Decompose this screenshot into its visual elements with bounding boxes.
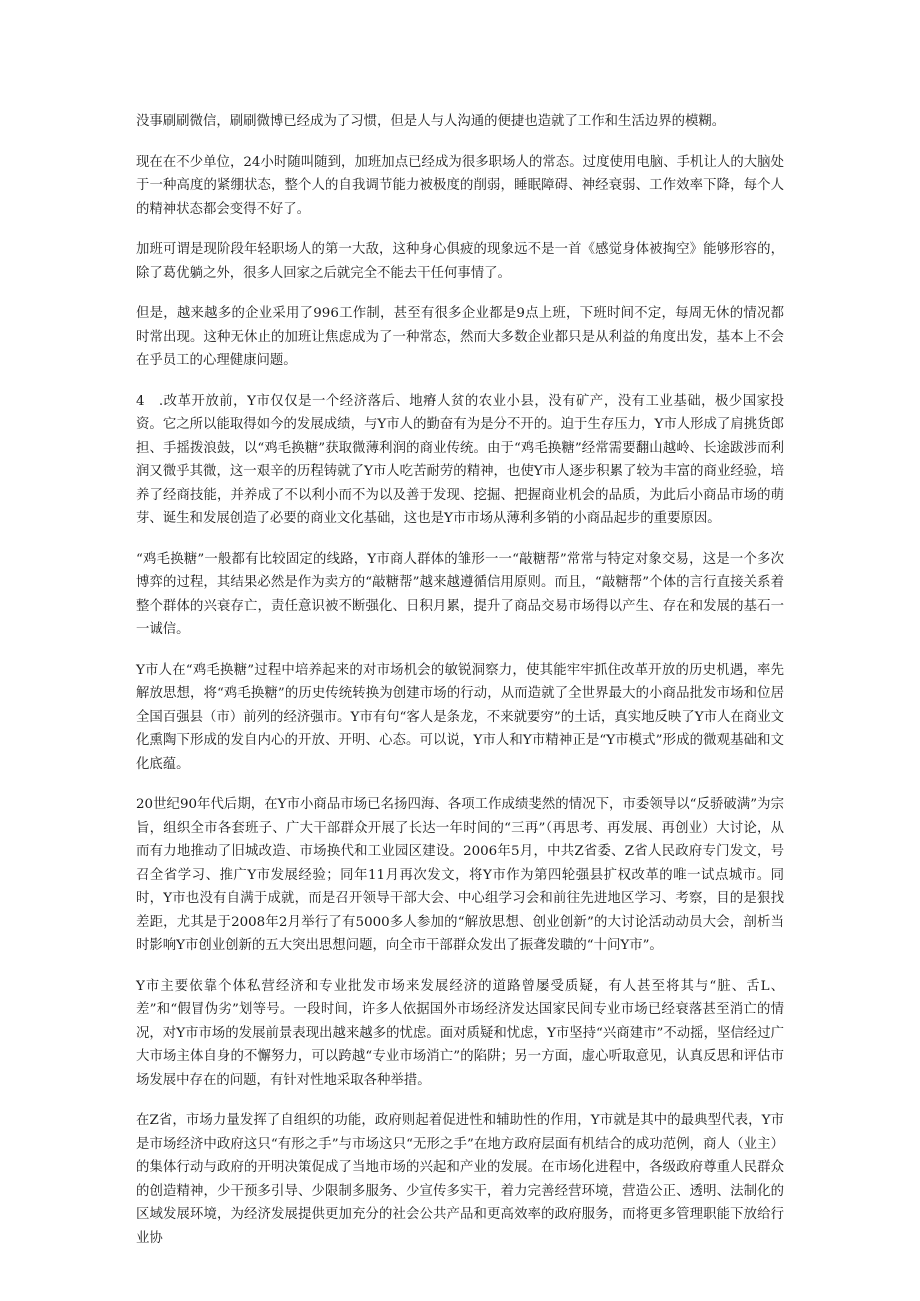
paragraph-8: 20世纪90年代后期，在Y市小商品市场已名扬四海、各项工作成绩斐然的情况下，市委领导以“反骄破满”为宗旨，组织全市各套班子、广大干部群众开展了长达一年时间的“三再”（再思考、再发展、再创业）大讨论，从而有力地推动了旧城改造、市场换代和工业园区建设。2006年5月，中共Z省委、Z省人民政府专门发文，号召全省学习、推广Y市发展经验；同年11月再次发文，将Y市作为第四轮强县扩权改革的唯一试点城市。同时，Y市也没有自满于成就，而是召开领导干部大会、中心组学习会和前往先进地区学习、考察，目的是狠找差距，尤其是于2008年2月举行了有5000多人参加的“解放思想、创业创新”的大讨论活动动员大会，剖析当时影响Y市创业创新的五大突出思想问题，向全市干部群众发出了振聋发聩的“十问Y市”。 — [136, 797, 784, 953]
paragraph-6: “鸡毛换糖”一般都有比较固定的线路，Y市商人群体的雏形一一“敲糖帮”常常与特定对象交易，这是一个多次博弈的过程，其结果必然是作为卖方的“敲糖帮”越来越遵循信用原则。而且，“敲糖帮”个体的言行直接关系着整个群体的兴衰存亡，责任意识被不断强化、日积月累，提升了商品交易市场得以产生、存在和发展的基石一一诚信。 — [136, 551, 784, 637]
paragraph-7: Y市人在“鸡毛换糖”过程中培养起来的对市场机会的敏锐洞察力，使其能牢牢抓住改革开放的历史机遇，率先解放思想，将“鸡毛换糖”的历史传统转换为创建市场的行动，从而造就了全世界最大的小商品批发市场和位居全国百强县（市）前列的经济强市。Y市有句“客人是条龙，不来就要穷”的土话，真实地反映了Y市人在商业文化熏陶下形成的发自内心的开放、开明、心态。可以说，Y市人和Y市精神正是“Y市模式”形成的微观基础和文化底蕴。 — [136, 662, 784, 772]
paragraph-1: 没事刷刷微信，刷刷微博已经成为了习惯，但是人与人沟通的便捷也造就了工作和生活边界的模糊。 — [136, 114, 726, 129]
document-body — [136, 110, 784, 1250]
paragraph-4: 但是，越来越多的企业采用了996工作制，甚至有很多企业都是9点上班，下班时间不定，每周无休的情况都时常出现。这种无休止的加班让焦虑成为了一种常态，然而大多数企业都只是从利益的角度出发，基本上不会在乎员工的心理健康问题。 — [136, 306, 784, 368]
paragraph-9: Y市主要依靠个体私营经济和专业批发市场来发展经济的道路曾屡受质疑，有人甚至将其与“脏、舌L、差”和“假冒伪劣”划等号。一段时间，许多人依据国外市场经济发达国家民间专业市场已经衰落甚至消亡的情况，对Y市市场的发展前景表现出越来越多的忧虑。面对质疑和忧虑，Y市坚持“兴商建市”不动摇，坚信经过广大市场主体自身的不懈努力，可以跨越“专业市场消亡”的陷阱；另一方面，虚心听取意见，认真反思和评估市场发展中存在的问题，有针对性地采取各种举措。 — [136, 978, 784, 1088]
paragraph-5: 4 .改革开放前，Y市仅仅是一个经济落后、地瘠人贫的农业小县，没有矿产，没有工业基础，极少国家投资。它之所以能取得如今的发展成绩，与Y市人的勤奋有为是分不开的。迫于生存压力，Y市人形成了肩挑货郎担、手摇拨浪鼓，以“鸡毛换糖”获取微薄利润的商业传统。由于“鸡毛换糖”经常需要翻山越岭、长途跋涉而利润又微乎其微，这一艰辛的历程铸就了Y市人吃苦耐劳的精神，也使Y市人逐步积累了较为丰富的商业经验，培养了经商技能，并养成了不以利小而不为以及善于发现、挖掘、把握商业机会的品质，为此后小商品市场的萌芽、诞生和发展创造了必要的商业文化基础，这也是Y市市场从薄利多销的小商品起步的重要原因。 — [136, 393, 784, 526]
paragraph-2: 现在在不少单位，24小时随叫随到，加班加点已经成为很多职场人的常态。过度使用电脑、手机让人的大脑处于一种高度的紧绷状态，整个人的自我调节能力被极度的削弱，睡眠障碍、神经衰弱、工作效率下降，每个人的精神状态都会变得不好了。 — [136, 154, 784, 217]
paragraph-10: 在Z省，市场力量发挥了自组织的功能，政府则起着促进性和辅助性的作用，Y市就是其中的最典型代表，Y市是市场经济中政府这只“有形之手”与市场这只“无形之手”在地方政府层面有机结合的成功范例，商人（业主）的集体行动与政府的开明决策促成了当地市场的兴起和产业的发展。在市场化进程中，各级政府尊重人民群众的创造精神，少干预多引导、少限制多服务、少宣传多实干，着力完善经营环境，营造公正、透明、法制化的区域发展环境，为经济发展提供更加充分的社会公共产品和更高效率的政府服务，而将更多管理职能下放给行业协 — [136, 1113, 784, 1246]
paragraph-3: 加班可谓是现阶段年轻职场人的第一大敌，这种身心俱疲的现象远不是一首《感觉身体被掏空》能够形容的，除了葛优躺之外，很多人回家之后就完全不能去干任何事情了。 — [136, 242, 784, 281]
